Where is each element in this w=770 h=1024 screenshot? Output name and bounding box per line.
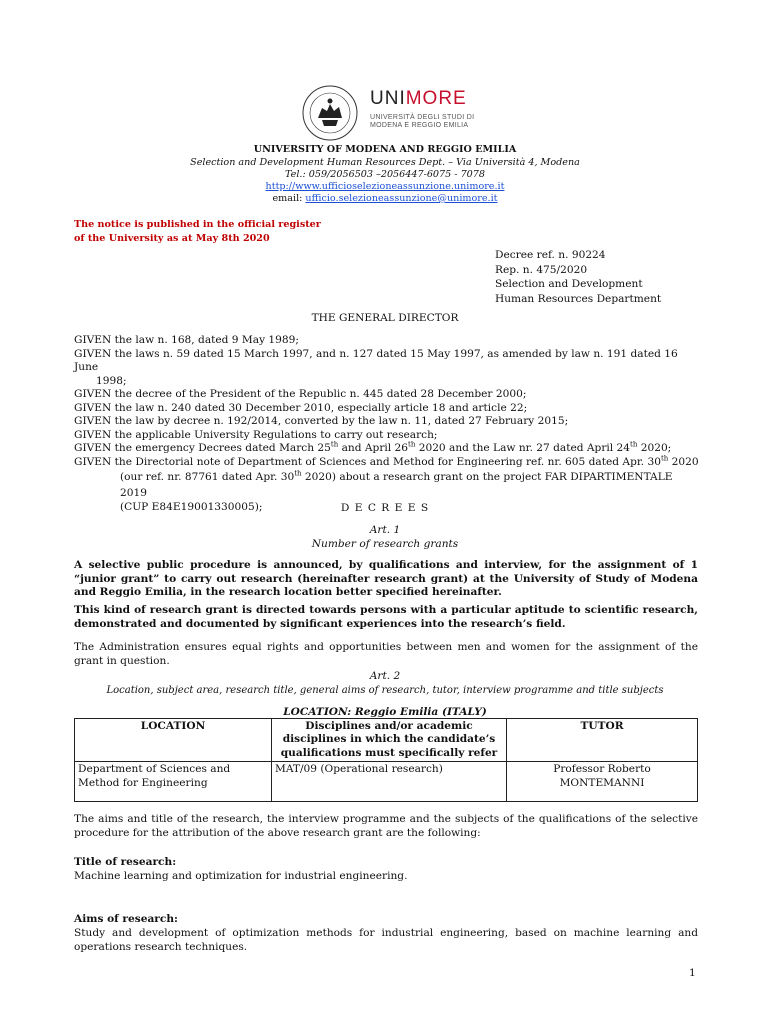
decrees-heading: D E C R E E S — [340, 502, 430, 514]
aims-of-research-label: Aims of research: — [74, 913, 178, 925]
logo-wordmark-uni: UNI — [370, 88, 406, 109]
email-label: email: — [272, 193, 306, 204]
aims-intro-paragraph: The aims and title of the research, the interview programme and the subjects of the qualifications of the selective procedure for the attribution of the above research grant are the following: — [74, 813, 698, 839]
logo-subtitle — [370, 114, 474, 129]
telephone: Tel.: 059/2056503 –2056447-6075 - 7078 — [285, 169, 485, 180]
email-link[interactable]: ufficio.selezioneassunzione@unimore.it — [305, 193, 498, 204]
art1-subtitle: Number of research grants — [311, 538, 459, 550]
table-cell-discipline: MAT/09 (Operational research) — [272, 762, 507, 802]
column-header: LOCATION — [75, 719, 272, 762]
ordinal-suffix: th — [330, 440, 339, 449]
general-director-heading: THE GENERAL DIRECTOR — [311, 312, 459, 324]
research-grant-table — [74, 718, 698, 802]
decree-office-line1: Selection and Development — [495, 278, 643, 291]
given-item: GIVEN the law n. 240 dated 30 December 2010, especially article 18 and article 22; — [74, 401, 528, 414]
logo-subtitle-line1: UNIVERSITÀ DEGLI STUDI DI — [370, 114, 475, 121]
university-seal-icon — [300, 84, 360, 142]
logo-wordmark — [370, 88, 467, 109]
ordinal-suffix: th — [408, 440, 416, 449]
table-row — [75, 762, 698, 802]
given-text: 2020; — [637, 442, 672, 454]
table-header-row — [75, 719, 698, 762]
given-text: 2020) about a research grant on the project FAR DIPARTIMENTALE 2019 — [120, 471, 673, 499]
unimore-logo — [300, 84, 480, 142]
title-of-research-text: Machine learning and optimization for industrial engineering. — [74, 870, 408, 882]
art1-title: Art. 1 — [369, 524, 401, 536]
aims-of-research-text: Study and development of optimization methods for industrial engineering, based on machine learning and operations research techniques. — [74, 927, 698, 953]
website-link[interactable]: http://www.ufficioselezioneassunzione.unimore.it — [265, 181, 505, 192]
given-item: GIVEN the law by decree n. 192/2014, converted by the law n. 11, dated 27 February 2015; — [74, 415, 569, 427]
page-number: 1 — [689, 967, 696, 979]
given-item — [74, 453, 699, 470]
table-cell-location: Department of Sciences and Method for Engineering — [75, 762, 272, 802]
given-text: and April 26 — [338, 442, 409, 454]
title-of-research-label: Title of research: — [74, 856, 177, 868]
given-item: GIVEN the decree of the President of the Republic n. 445 dated 28 December 2000; — [74, 388, 527, 400]
table-cell-tutor: Professor Roberto MONTEMANNI — [507, 762, 698, 802]
given-item-continued: (CUP E84E19001330005); — [120, 501, 263, 513]
given-text: 2020 and the Law nr. 27 dated April 24 — [415, 442, 631, 454]
art2-title: Art. 2 — [369, 670, 401, 682]
ordinal-suffix: th — [660, 453, 669, 462]
column-header: TUTOR — [507, 719, 698, 762]
decree-rep-number: Rep. n. 475/2020 — [495, 263, 588, 276]
notice-line1: The notice is published in the official register — [74, 219, 321, 230]
given-text: (our ref. nr. 87761 dated Apr. 30 — [120, 471, 295, 483]
given-item: GIVEN the law n. 168, dated 9 May 1989; — [74, 334, 299, 346]
given-item — [74, 442, 699, 456]
department-address: Selection and Development Human Resources Dept. – Via Università 4, Modena — [190, 157, 580, 168]
column-header: Disciplines and/or academic disciplines in which the candidate’s qualifications must specifically refer — [272, 719, 507, 762]
art2-subtitle: Location, subject area, research title, general aims of research, tutor, interview programme and title subjects — [106, 685, 664, 696]
decree-office-line2: Human Resources Department — [495, 292, 662, 305]
grant-target-paragraph: This kind of research grant is directed towards persons with a particular aptitude to scientific research, demonstrated and documented by significant experiences into the research’s field. — [74, 604, 698, 630]
logo-subtitle-line2: MODENA E REGGIO EMILIA — [370, 121, 469, 129]
email-row — [0, 192, 770, 206]
logo-wordmark-more: MORE — [405, 88, 467, 109]
ordinal-suffix: th — [294, 469, 302, 478]
decree-reference — [495, 248, 661, 306]
procedure-announcement: A selective public procedure is announced, by qualifications and interview, for the assignment of 1 “junior grant” to carry out research (hereinafter research grant) at the University of Study of Modena and Reggio Emilia, in the research location better specified hereinafter. — [74, 559, 698, 599]
decree-ref-number: Decree ref. n. 90224 — [495, 249, 606, 261]
publication-notice — [74, 218, 321, 246]
notice-line2: of the University as at May 8th 2020 — [74, 233, 270, 244]
given-item-continued: 1998; — [96, 374, 127, 387]
equal-opportunity-paragraph: The Administration ensures equal rights and opportunities between men and women for the assignment of the grant in question. — [74, 641, 698, 667]
given-item: GIVEN the applicable University Regulations to carry out research; — [74, 428, 438, 441]
given-list — [74, 334, 699, 515]
given-item-continued — [74, 469, 699, 501]
given-text: 2020 — [668, 455, 699, 468]
university-name: UNIVERSITY OF MODENA AND REGGIO EMILIA — [253, 144, 517, 155]
table-caption: LOCATION: Reggio Emilia (ITALY) — [283, 706, 487, 718]
given-text: GIVEN the Directorial note of Department of Sciences and Method for Engineering ref. nr. 605 dated Apr. 30 — [74, 455, 661, 468]
given-text: GIVEN the emergency Decrees dated March 25 — [74, 442, 331, 454]
ordinal-suffix: th — [630, 440, 638, 449]
given-item: GIVEN the laws n. 59 dated 15 March 1997, and n. 127 dated 15 May 1997, as amended by law n. 191 dated 16 June — [74, 347, 678, 373]
